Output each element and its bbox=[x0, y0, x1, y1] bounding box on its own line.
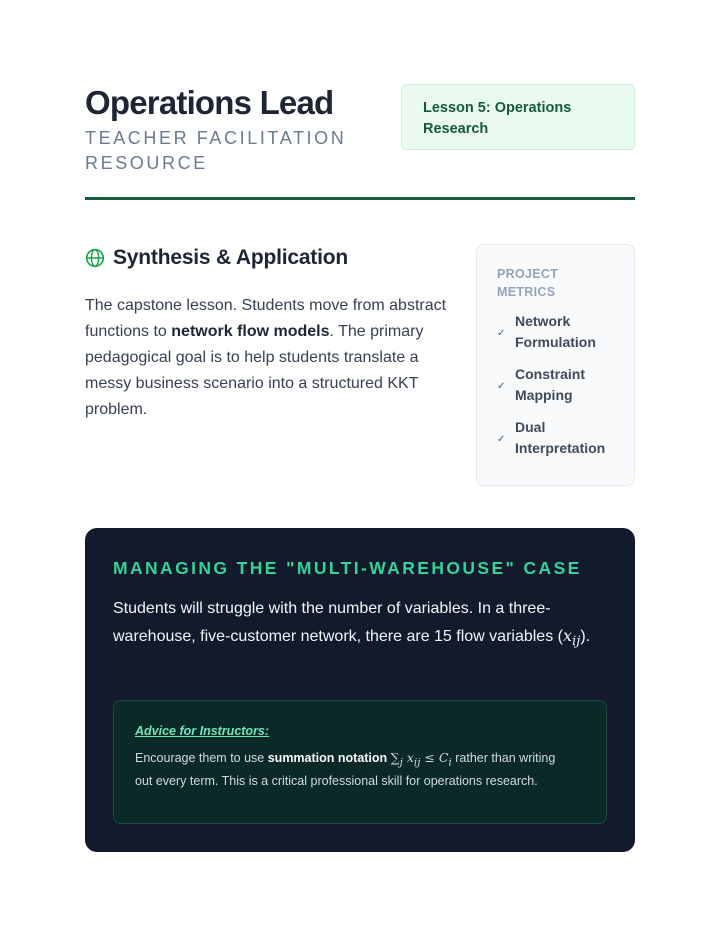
checkmark-icon: ✓ bbox=[497, 327, 506, 339]
variable-subscript: ij bbox=[572, 634, 581, 650]
advice-paragraph bbox=[135, 749, 575, 791]
metric-label: Dual Interpretation bbox=[515, 419, 606, 456]
advice-box bbox=[113, 700, 607, 824]
globe-icon bbox=[85, 248, 105, 268]
checkmark-icon: ✓ bbox=[497, 380, 506, 392]
section-title: Synthesis & Application bbox=[113, 246, 348, 269]
metrics-label: PROJECT METRICS bbox=[497, 267, 559, 299]
page-title: Operations Lead bbox=[85, 84, 334, 121]
flow-variable bbox=[562, 626, 581, 650]
case-text: Students will struggle with the number of variables. In a three-warehouse, five-customer network, there are 15 flow variables ( bbox=[113, 600, 563, 645]
metrics-list bbox=[497, 311, 634, 459]
lesson-badge: Lesson 5: Operations Research bbox=[401, 84, 635, 150]
intro-text-end: . The primary pedagogical goal is to help students translate a messy business scenario into a structured KKT problem. bbox=[85, 323, 424, 418]
metric-item bbox=[497, 311, 634, 353]
case-paragraph bbox=[113, 595, 607, 655]
page-header bbox=[85, 84, 635, 202]
project-metrics-panel bbox=[476, 244, 635, 486]
advice-title: Advice for Instructors: bbox=[135, 724, 270, 738]
summation-formula bbox=[390, 750, 452, 769]
formula-capacity-subscript: i bbox=[448, 756, 452, 769]
formula-variable-subscript: ij bbox=[413, 756, 421, 769]
metric-item bbox=[497, 364, 634, 406]
metric-label: Constraint Mapping bbox=[515, 366, 585, 403]
synthesis-paragraph bbox=[85, 293, 455, 423]
variable-symbol: x bbox=[562, 626, 573, 645]
advice-text: Encourage them to use bbox=[135, 751, 268, 765]
metric-label: Network Formulation bbox=[515, 313, 596, 350]
page-subtitle: TEACHER FACILITATION RESOURCE bbox=[85, 128, 347, 173]
case-text-end: ). bbox=[580, 628, 591, 645]
formula-capacity: ≤ C bbox=[420, 750, 449, 765]
intro-text: The capstone lesson. Students move from abstract functions to bbox=[85, 297, 447, 340]
header-divider bbox=[85, 197, 635, 200]
checkmark-icon: ✓ bbox=[497, 433, 506, 445]
case-heading: MANAGING THE "MULTI-WAREHOUSE" CASE bbox=[113, 558, 582, 578]
advice-text-end: rather than writing out every term. This is a critical professional skill for operations research. bbox=[135, 751, 556, 788]
intro-emphasis: network flow models bbox=[171, 323, 330, 340]
metric-item bbox=[497, 417, 634, 459]
case-card bbox=[85, 528, 635, 852]
sum-index: j bbox=[399, 756, 403, 769]
sum-symbol: ∑ bbox=[390, 750, 400, 765]
advice-emphasis: summation notation bbox=[267, 751, 388, 765]
formula-variable: x bbox=[402, 750, 414, 765]
synthesis-heading bbox=[85, 244, 348, 272]
